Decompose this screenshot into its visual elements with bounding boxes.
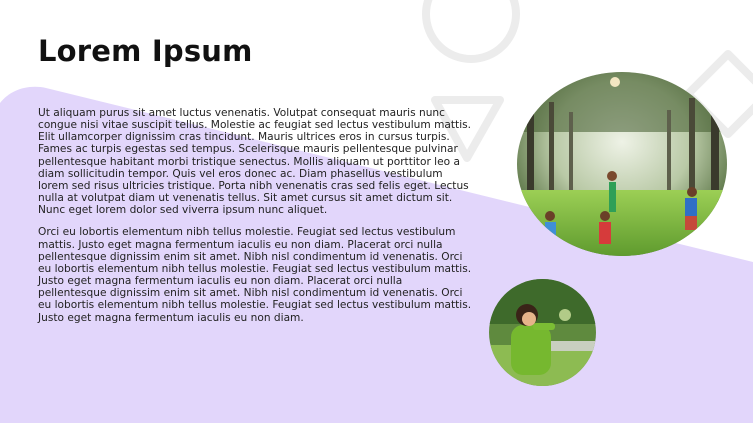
children-playing-photo xyxy=(517,72,727,256)
outline-circle-icon xyxy=(426,0,516,59)
paragraph-2: Orci eu lobortis elementum nibh tellus molestie. Feugiat sed lectus vestibulum mattis. Justo eget magna fermentum iaculis eu non diam. Placerat orci nulla pellentesque dignissim enim sit amet. Nibh nisl condimentum id venenatis. Orci eu lobortis elementum nibh tellus molestie. Feugiat sed lectus vestibulum mattis. Justo eget magna fermentum iaculis eu non diam. Placerat orci nulla pellentesque dignissim enim sit amet. Nibh nisl condimentum id venenatis. Orci eu lobortis elementum nibh tellus molestie. Feugiat sed lectus vestibulum mattis. Justo eget magna fermentum iaculis eu non diam. xyxy=(38,226,472,324)
paragraph-1: Ut aliquam purus sit amet luctus venenatis. Volutpat consequat mauris nunc congue nisi vitae suscipit tellus. Molestie ac feugiat sed lectus vestibulum mattis. Elit ullamcorper dignissim cras tincidunt. Mauris ultrices eros in cursus turpis. Fames ac turpis egestas sed tempus. Scelerisque mauris pellentesque pulvinar pellentesque habitant morbi tristique senectus. Mollis aliquam ut porttitor leo a diam sollicitudin tempor. Quis vel eros donec ac. Diam phasellus vestibulum lorem sed risus ultricies tristique. Porta nibh venenatis cras sed felis eget. Lectus nulla at volutpat diam ut venenatis tellus. Sit amet cursus sit amet dictum sit. Nunc eget lorem dolor sed viverra ipsum nunc aliquet. xyxy=(38,107,472,217)
body-text xyxy=(38,107,474,334)
slide-title: Lorem Ipsum xyxy=(38,34,253,68)
child-catching-ball-photo xyxy=(489,279,596,386)
